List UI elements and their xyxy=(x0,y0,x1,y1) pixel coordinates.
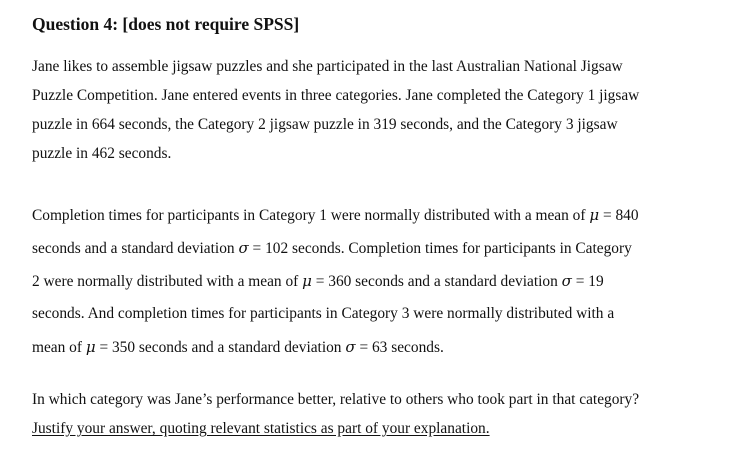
paragraph-line: puzzle in 664 seconds, the Category 2 jigsaw puzzle in 319 seconds, and the Category 3 jigsaw xyxy=(32,116,618,133)
paragraph-line xyxy=(32,272,604,291)
text-segment: Completion times for participants in Category 1 were normally distributed with a mean of xyxy=(32,207,590,224)
text-segment: = 350 seconds and a standard deviation xyxy=(95,339,346,356)
paragraph-line xyxy=(32,239,632,258)
text-segment: = 360 seconds and a standard deviation xyxy=(311,273,562,290)
question-text: In which category was Jane’s performance better, relative to others who took part in that category? xyxy=(32,391,640,408)
text-segment: 2 were normally distributed with a mean of xyxy=(32,273,303,290)
text-segment: = 840 xyxy=(599,207,639,224)
text-segment: mean of xyxy=(32,339,86,356)
question-heading: Question 4: [does not require SPSS] xyxy=(32,14,300,34)
text-segment: = 102 seconds. Completion times for participants in Category xyxy=(248,240,632,257)
mu-symbol: μ xyxy=(85,338,96,356)
paragraph-line xyxy=(32,206,639,225)
paragraph-line: puzzle in 462 seconds. xyxy=(32,145,172,162)
paragraph-line xyxy=(32,338,444,357)
paragraph-line: seconds. And completion times for participants in Category 3 were normally distributed with a xyxy=(32,305,615,322)
sigma-symbol: σ xyxy=(345,338,356,356)
text-segment: seconds and a standard deviation xyxy=(32,240,239,257)
instruction-text: Justify your answer, quoting relevant statistics as part of your explanation. xyxy=(32,420,490,437)
text-segment: = 19 xyxy=(571,273,604,290)
mu-symbol: μ xyxy=(589,206,600,224)
paragraph-line: Puzzle Competition. Jane entered events in three categories. Jane completed the Category 1 jigsaw xyxy=(32,87,640,104)
text-segment: = 63 seconds. xyxy=(355,339,444,356)
sigma-symbol: σ xyxy=(238,239,249,257)
paragraph-line: Jane likes to assemble jigsaw puzzles and she participated in the last Australian National Jigsaw xyxy=(32,58,623,75)
sigma-symbol: σ xyxy=(561,272,572,290)
mu-symbol: μ xyxy=(302,272,312,290)
